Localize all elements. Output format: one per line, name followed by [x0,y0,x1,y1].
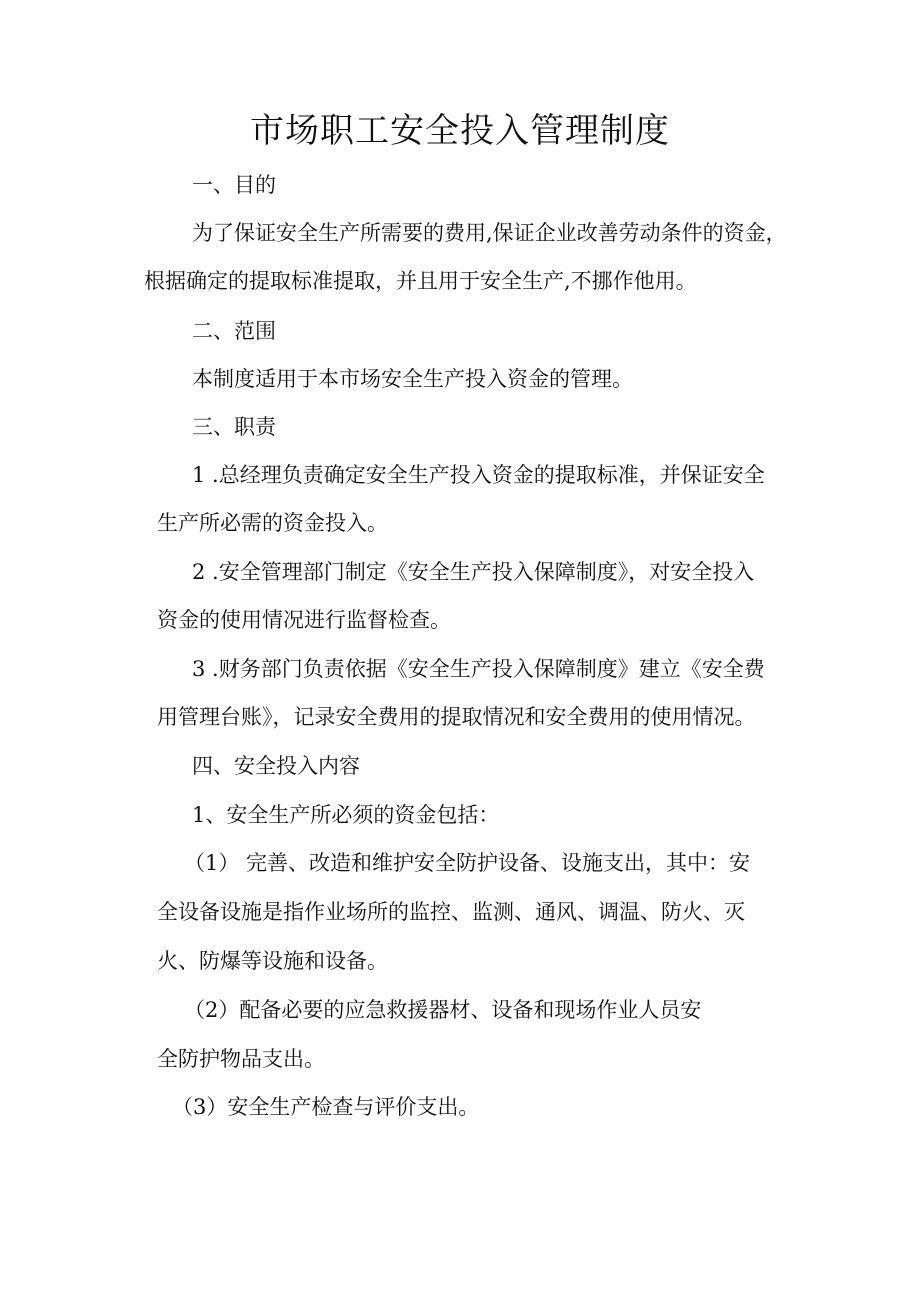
document-title: 市场职工安全投入管理制度 [250,111,670,151]
content-item-line: 全防护物品支出。 [157,1047,325,1071]
scope-text-line: 本制度适用于本市场安全生产投入资金的管理。 [192,367,633,391]
heading-duties: 三、职责 [192,415,276,439]
purpose-text-line: 根据确定的提取标准提取，并且用于安全生产,不挪作他用。 [144,269,697,293]
duty-item-line: 2 .安全管理部门制定《安全生产投入保障制度》，对安全投入 [192,560,755,584]
duty-item-line: 用管理台账》，记录安全费用的提取情况和安全费用的使用情况。 [157,705,756,729]
duty-item-line: 3 .财务部门负责依据《安全生产投入保障制度》建立《安全费 [192,657,765,681]
duty-item-line: 资金的使用情况进行监督检查。 [157,608,451,632]
content-item-line: （3）安全生产检查与评价支出。 [172,1095,480,1119]
duty-item-line: 生产所必需的资金投入。 [157,511,388,535]
content-subheading: 1、安全生产所必须的资金包括： [192,803,500,827]
content-item-line: 全设备设施是指作业场所的监控、监测、通风、调温、防火、灭 [157,900,745,924]
purpose-text-line: 为了保证安全生产所需要的费用,保证企业改善劳动条件的资金， [192,221,787,245]
content-item-line: 火、防爆等设施和设备。 [157,949,388,973]
duty-item-line: 1 .总经理负责确定安全生产投入资金的提取标准，并保证安全 [192,463,765,487]
heading-scope: 二、范围 [192,319,276,343]
content-item-line: （2）配备必要的应急救援器材、设备和现场作业人员安 [184,998,702,1022]
heading-content: 四、安全投入内容 [192,754,360,778]
heading-purpose: 一、目的 [192,173,276,197]
content-item-line: （1） 完善、改造和维护安全防护设备、设施支出，其中：安 [184,851,751,875]
